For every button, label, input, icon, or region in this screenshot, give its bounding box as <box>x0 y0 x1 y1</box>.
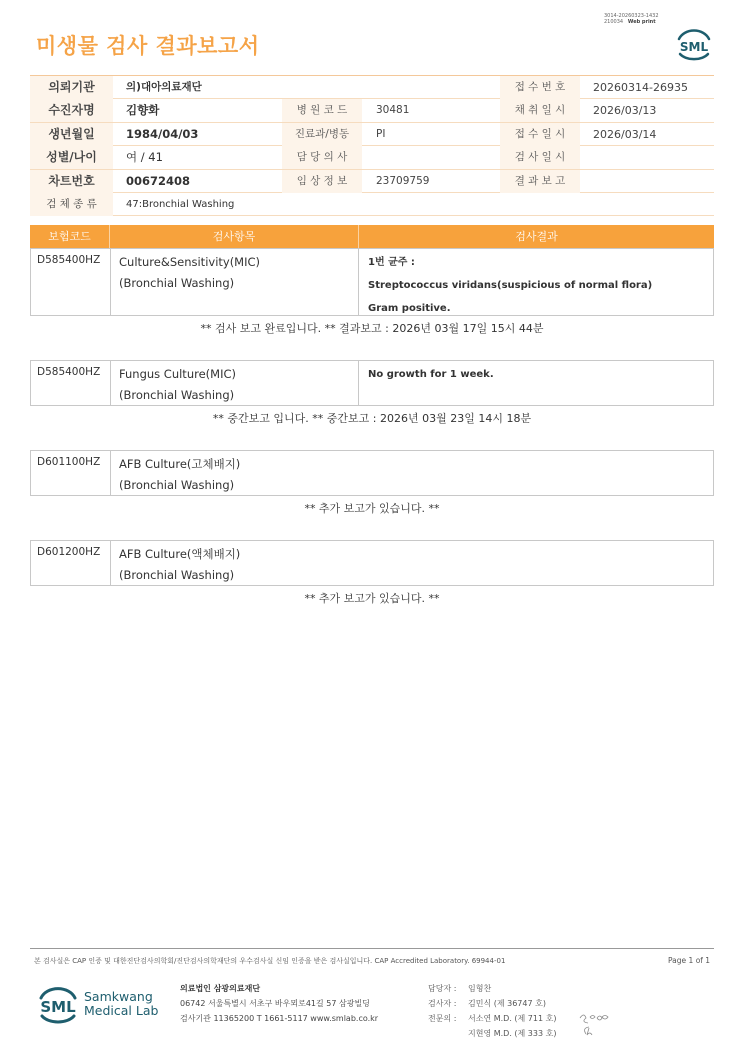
label-receipt-number: 접 수 번 호 <box>500 76 580 99</box>
info-row <box>30 193 714 216</box>
label-birth-date: 생년월일 <box>30 123 113 146</box>
result-value <box>368 363 494 386</box>
value-chart-number: 00672408 <box>126 173 191 188</box>
footer-logo-text: SML <box>40 998 76 1016</box>
signature-image <box>578 1008 610 1038</box>
result-item-specimen: (Bronchial Washing) <box>119 568 235 582</box>
web-print-label: Web print <box>627 19 656 25</box>
value-receipt-date: 2026/03/14 <box>593 127 657 141</box>
info-row <box>30 76 714 99</box>
value-patient-name: 김향화 <box>126 103 160 118</box>
result-strain-label: 1번 균주 : <box>368 257 415 268</box>
col-divider <box>110 361 111 405</box>
result-code: D585400HZ <box>37 366 101 378</box>
result-item <box>119 544 240 586</box>
header-insurance-code: 보험코드 <box>48 230 91 243</box>
result-item-specimen: (Bronchial Washing) <box>119 478 235 492</box>
staff-name: 임형찬 <box>468 984 492 993</box>
value-sex-age: 여 / 41 <box>126 150 163 165</box>
staff-name: 김민식 (제 36747 호) <box>468 999 546 1008</box>
report-status-note: ** 추가 보고가 있습니다. ** <box>304 502 440 515</box>
info-row <box>30 99 714 122</box>
label-doctor: 담 당 의 사 <box>282 146 362 169</box>
print-id-line1: 3014-20260323-1432 <box>604 13 659 19</box>
result-code: D585400HZ <box>37 254 101 266</box>
col-divider <box>110 541 111 585</box>
value-collection-date: 2026/03/13 <box>593 104 657 118</box>
certification-text: 본 검사실은 CAP 인증 및 대한진단검사의학회/진단검사의학재단의 우수검사실 신임 인증을 받은 검사실입니다. CAP Accredited Laboratory. 69944-01 <box>34 957 506 965</box>
value-department: PI <box>376 127 386 140</box>
result-organism: Streptococcus viridans(suspicious of normal flora) <box>368 280 653 291</box>
sml-footer-logo-icon <box>36 981 80 1025</box>
result-item <box>119 252 260 294</box>
results-header <box>30 225 714 248</box>
header-test-result: 검사결과 <box>515 230 558 243</box>
report-status-note: ** 중간보고 입니다. ** 중간보고 : 2026년 03월 23일 14시 18분 <box>212 412 532 425</box>
col-divider <box>358 361 359 405</box>
result-row <box>30 540 714 586</box>
print-id <box>604 13 659 25</box>
page-number: Page 1 of 1 <box>668 956 711 965</box>
result-code: D601100HZ <box>37 456 101 468</box>
info-row <box>30 123 714 146</box>
label-receipt-date: 접 수 일 시 <box>500 123 580 146</box>
staff-name: 지현영 M.D. (제 333 호) <box>468 1029 557 1038</box>
label-department: 진료과/병동 <box>282 123 362 146</box>
brand-line1: Samkwang <box>84 989 153 1004</box>
result-row <box>30 248 714 316</box>
report-status-note: ** 검사 보고 완료입니다. ** 결과보고 : 2026년 03월 17일 15시 44분 <box>200 322 544 335</box>
label-sex-age: 성별/나이 <box>30 146 113 169</box>
result-item-name: Fungus Culture(MIC) <box>119 367 236 381</box>
print-id-line2: 210034 <box>604 19 624 25</box>
result-item <box>119 364 236 406</box>
header-test-item: 검사항목 <box>212 230 256 243</box>
label-patient-name: 수진자명 <box>30 99 113 122</box>
logo-text: SML <box>679 40 709 54</box>
result-item <box>119 454 240 496</box>
result-row <box>30 360 714 406</box>
col-divider <box>358 249 359 315</box>
label-hospital-code: 병 원 코 드 <box>282 99 362 122</box>
staff-role: 전문의 : <box>428 1014 457 1023</box>
label-chart-number: 차트번호 <box>30 170 113 193</box>
info-row <box>30 146 714 169</box>
org-name: 의료법인 삼광의료재단 <box>180 984 261 993</box>
result-item-specimen: (Bronchial Washing) <box>119 276 235 290</box>
brand-line2: Medical Lab <box>84 1003 159 1018</box>
patient-info-table <box>30 75 714 216</box>
label-collection-date: 채 취 일 시 <box>500 99 580 122</box>
value-clinical-info: 23709759 <box>376 174 430 187</box>
page-title: 미생물 검사 결과보고서 <box>36 34 260 58</box>
brand-name <box>84 990 158 1018</box>
value-hospital-code: 30481 <box>376 104 410 117</box>
label-test-date: 검 사 일 시 <box>500 146 580 169</box>
result-value <box>368 251 652 320</box>
report-status-note: ** 추가 보고가 있습니다. ** <box>304 592 440 605</box>
label-clinical-info: 임 상 정 보 <box>282 170 362 193</box>
staff-role: 담당자 : <box>428 984 457 993</box>
info-row <box>30 170 714 193</box>
value-requesting-institution: 의)대아의료재단 <box>126 81 202 93</box>
result-row <box>30 450 714 496</box>
value-specimen-type: 47:Bronchial Washing <box>126 198 235 210</box>
col-divider <box>110 451 111 495</box>
result-item-specimen: (Bronchial Washing) <box>119 388 235 402</box>
staff-role: 검사자 : <box>428 999 457 1008</box>
staff-name: 서소연 M.D. (제 711 호) <box>468 1014 557 1023</box>
org-address: 06742 서울특별시 서초구 바우뫼로41길 57 삼광빌딩 <box>180 999 370 1008</box>
label-requesting-institution: 의뢰기관 <box>30 76 113 99</box>
result-gram-stain: Gram positive. <box>368 303 451 314</box>
label-result-report: 결 과 보 고 <box>500 170 580 193</box>
result-item-name: AFB Culture(액체배지) <box>119 547 241 561</box>
result-item-name: Culture&Sensitivity(MIC) <box>119 255 261 269</box>
sml-logo-icon <box>674 25 714 61</box>
result-text: No growth for 1 week. <box>368 369 494 380</box>
value-birth-date: 1984/04/03 <box>126 126 199 141</box>
organization-info <box>180 981 378 1026</box>
result-item-name: AFB Culture(고체배지) <box>119 457 241 471</box>
col-divider <box>110 249 111 315</box>
org-contact: 검사기관 11365200 T 1661-5117 www.smlab.co.kr <box>180 1014 379 1023</box>
result-code: D601200HZ <box>37 546 101 558</box>
label-specimen-type: 검 체 종 류 <box>30 193 113 216</box>
footer-divider <box>30 948 714 949</box>
value-receipt-number: 20260314-26935 <box>593 81 688 94</box>
